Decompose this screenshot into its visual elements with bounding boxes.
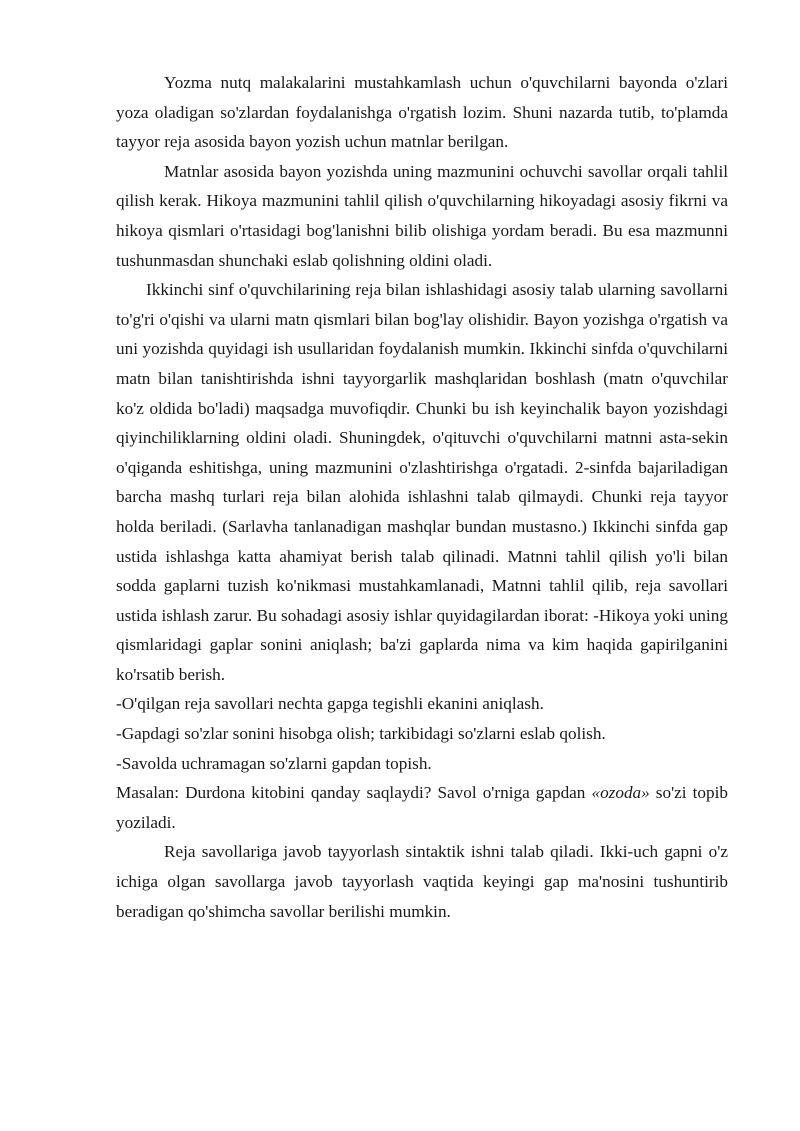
- paragraph-1: Yozma nutq malakalarini mustahkamlash uchun o'quvchilarni bayonda o'zlari yoza oladigan so'zlardan foydalanishga o'rgatish lozim. Shuni nazarda tutib, to'plamda tayyor reja asosida bayon yozish uchun matnlar berilgan.: [116, 73, 728, 152]
- paragraph-4-start: Masalan: Durdona kitobini qanday saqlaydi? Savol o'rniga gapdan: [116, 783, 592, 803]
- list-item-1: -O'qilgan reja savollari nechta gapga tegishli ekanini aniqlash.: [116, 694, 544, 714]
- list-item-3: -Savolda uchramagan so'zlarni gapdan topish.: [116, 753, 432, 773]
- paragraph-5: Reja savollariga javob tayyorlash sintaktik ishni talab qiladi. Ikki-uch gapni o'z ichiga olgan savollarga javob tayyorlash vaqtida keyingi gap ma'nosini tushuntirib beradigan qo'shimcha savollar berilishi mumkin.: [116, 842, 728, 921]
- paragraph-2: Matnlar asosida bayon yozishda uning mazmunini ochuvchi savollar orqali tahlil qilish kerak. Hikoya mazmunini tahlil qilish o'quvchilarning hikoyadagi asosiy fikrni va hikoya qismlari o'rtasidagi bog'lanishni bilib olishiga yordam beradi. Bu esa mazmunni tushunmasdan shunchaki eslab qolishning oldini oladi.: [116, 161, 728, 270]
- paragraph-4-end: so'zi topib yoziladi.: [116, 783, 728, 832]
- list-item-2: -Gapdagi so'zlar sonini hisobga olish; tarkibidagi so'zlarni eslab qolish.: [116, 724, 606, 744]
- paragraph-4: [116, 778, 728, 837]
- paragraph-4-italic-word: «ozoda»: [591, 783, 650, 803]
- paragraph-3: Ikkinchi sinf o'quvchilarining reja bilan ishlashidagi asosiy talab ularning savollarni to'g'ri o'qishi va ularni matn qismlari bilan bog'lay olishidir. Bayon yozishga o'rgatish va uni yozishda quyidagi ish usullaridan foydalanish mumkin. Ikkinchi sinfda o'quvchilarni matn bilan tanishtirishda ishni tayyorgarlik mashqlaridan boshlash (matn o'quvchilar ko'z oldida bo'ladi) maqsadga muvofiqdir. Chunki bu ish keyinchalik bayon yozishdagi qiyinchiliklarning oldini oladi. Shuningdek, o'qituvchi o'quvchilarni matnni asta-sekin o'qiganda eshitishga, uning mazmunini o'zlashtirishga o'rgatadi. 2-sinfda bajariladigan barcha mashq turlari reja bilan alohida ishlashni talab qilmaydi. Chunki reja tayyor holda beriladi. (Sarlavha tanlanadigan mashqlar bundan mustasno.) Ikkinchi sinfda gap ustida ishlashga katta ahamiyat berish talab qilinadi. Matnni tahlil qilish yo'li bilan sodda gaplarni tuzish ko'nikmasi mustahkamlanadi, Matnni tahlil qilib, reja savollari ustida ishlash zarur. Bu sohadagi asosiy ishlar quyidagilardan iborat: -Hikoya yoki uning qismlaridagi gaplar sonini aniqlash; ba'zi gaplarda nima va kim haqida gapirilganini ko'rsatib berish.: [116, 280, 728, 684]
- document-page: [116, 68, 728, 926]
